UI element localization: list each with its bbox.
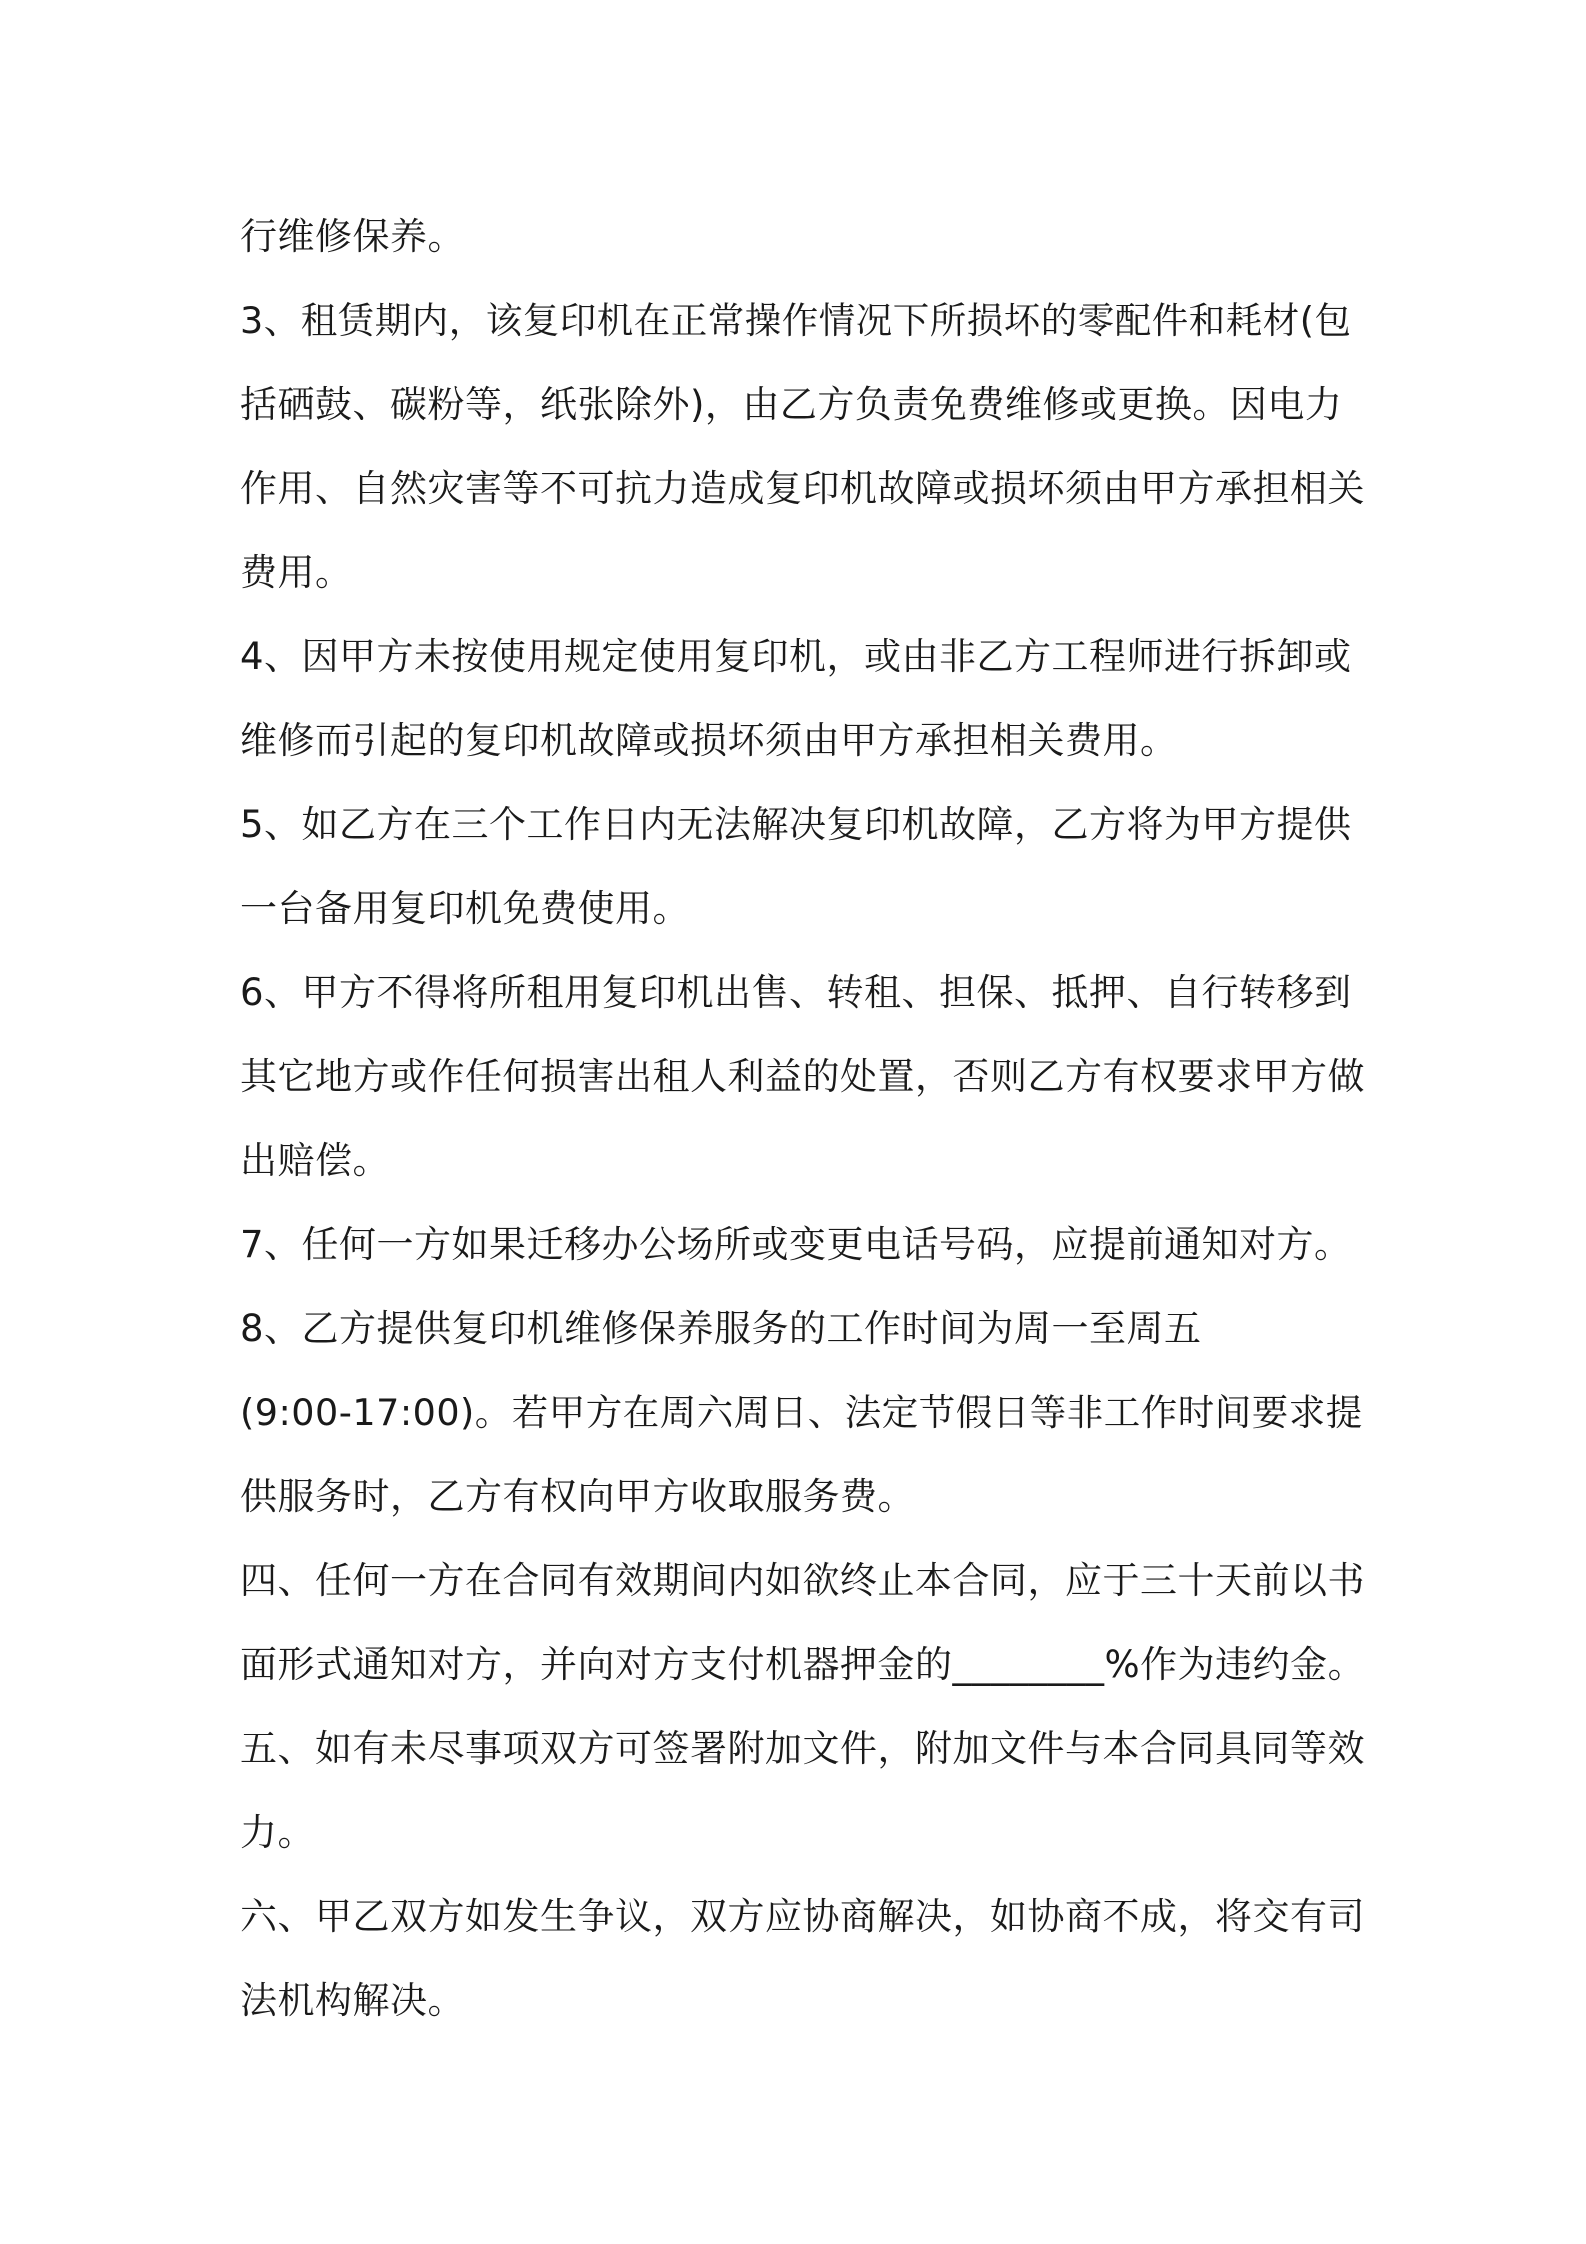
- text-line: 作用、自然灾害等不可抗力造成复印机故障或损坏须由甲方承担相关: [240, 467, 1365, 510]
- text-line: 3、租赁期内，该复印机在正常操作情况下所损坏的零配件和耗材(包: [240, 299, 1352, 342]
- text-line: 出赔偿。: [240, 1139, 390, 1182]
- text-line: 四、任何一方在合同有效期间内如欲终止本合同，应于三十天前以书: [240, 1559, 1365, 1602]
- text-line: 括硒鼓、碳粉等，纸张除外)，由乙方负责免费维修或更换。因电力: [240, 383, 1343, 426]
- text-line: 一台备用复印机免费使用。: [240, 887, 690, 930]
- text-line: 6、甲方不得将所租用复印机出售、转租、担保、抵押、自行转移到: [240, 971, 1352, 1014]
- text-line: 力。: [240, 1811, 315, 1854]
- text-line: (9:00-17:00)。若甲方在周六周日、法定节假日等非工作时间要求提: [240, 1391, 1363, 1434]
- text-line: 维修而引起的复印机故障或损坏须由甲方承担相关费用。: [240, 719, 1178, 762]
- text-line: 费用。: [240, 551, 353, 594]
- text-line: 5、如乙方在三个工作日内无法解决复印机故障，乙方将为甲方提供: [240, 803, 1352, 846]
- text-line: 五、如有未尽事项双方可签署附加文件，附加文件与本合同具同等效: [240, 1727, 1365, 1770]
- text-line: 行维修保养。: [240, 215, 465, 258]
- text-line: 面形式通知对方，并向对方支付机器押金的________%作为违约金。: [240, 1643, 1366, 1686]
- text-line: 8、乙方提供复印机维修保养服务的工作时间为周一至周五: [240, 1307, 1202, 1350]
- document-body: [240, 195, 1365, 2043]
- text-line: 六、甲乙双方如发生争议，双方应协商解决，如协商不成，将交有司: [240, 1895, 1365, 1938]
- text-line: 法机构解决。: [240, 1979, 465, 2022]
- text-line: 7、任何一方如果迁移办公场所或变更电话号码，应提前通知对方。: [240, 1223, 1352, 1266]
- text-line: 其它地方或作任何损害出租人利益的处置，否则乙方有权要求甲方做: [240, 1055, 1365, 1098]
- text-line: 供服务时，乙方有权向甲方收取服务费。: [240, 1475, 915, 1518]
- text-line: 4、因甲方未按使用规定使用复印机，或由非乙方工程师进行拆卸或: [240, 635, 1352, 678]
